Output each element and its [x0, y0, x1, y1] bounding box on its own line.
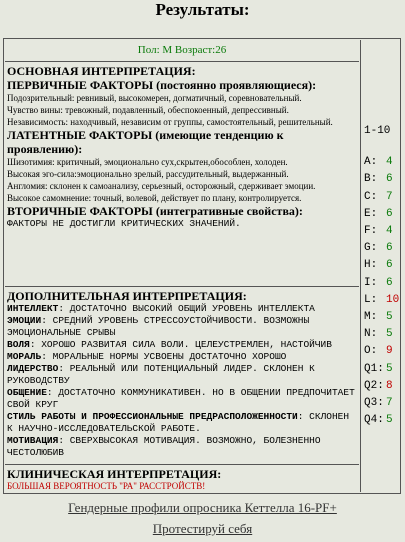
- additional-item-label: ИНТЕЛЛЕКТ: [7, 303, 59, 314]
- additional-heading: ДОПОЛНИТЕЛЬНАЯ ИНТЕРПРЕТАЦИЯ:: [7, 289, 247, 303]
- additional-item-text: : МОРАЛЬНЫЕ НОРМЫ УСВОЕНЫ ДОСТАТОЧНО ХОРОШО: [41, 351, 287, 362]
- additional-item-label: ЭМОЦИИ: [7, 315, 42, 326]
- factor-value: 5: [386, 311, 393, 324]
- additional-item-label: ВОЛЯ: [7, 339, 30, 350]
- factor-name: Q1:: [364, 362, 384, 375]
- factor-value: 5: [386, 362, 393, 375]
- factor-value: 4: [386, 225, 393, 238]
- footer-links: [0, 497, 405, 539]
- primary-factor-line: Подозрительный: ревнивый, высокомерен, догматичный, соревновательный.: [7, 93, 302, 103]
- factor-value: 4: [386, 156, 393, 169]
- factor-name: H:: [364, 259, 378, 272]
- factor-value: 7: [386, 397, 393, 410]
- respondent-meta: Пол: М Возраст:26: [5, 40, 359, 62]
- latent-factor-line: Англомия: склонен к самоанализу, серьезный, осторожный, сдерживает эмоции.: [7, 181, 316, 191]
- results-table: [3, 38, 401, 494]
- factor-score-row: [364, 292, 400, 309]
- factor-score-row: [364, 154, 400, 171]
- factor-score-row: [364, 412, 400, 429]
- additional-item-label: СТИЛЬ РАБОТЫ И ПРОФЕССИОНАЛЬНЫЕ ПРЕДРАСПОЛОЖЕННОСТИ: [7, 411, 298, 422]
- factor-score-row: [364, 343, 400, 360]
- basic-interpretation: [5, 62, 359, 287]
- factor-value: 8: [386, 379, 393, 392]
- factor-name: G:: [364, 242, 378, 255]
- factor-score-row: [364, 275, 400, 292]
- additional-item: [5, 351, 359, 363]
- additional-item-text: : СКЛОНЕН К НАУЧНО-ИССЛЕДОВАТЕЛЬСКОЙ РАБОТЕ.: [7, 411, 350, 434]
- factor-score-row: [364, 206, 400, 223]
- factor-value: 9: [386, 345, 393, 358]
- factor-value: 6: [386, 242, 393, 255]
- factor-name: Q3:: [364, 397, 384, 410]
- factor-value: 6: [386, 173, 393, 186]
- factor-name: Q4:: [364, 414, 384, 427]
- primary-factors-list: [5, 92, 359, 128]
- additional-item-label: ЛИДЕРСТВО: [7, 363, 59, 374]
- factor-name: I:: [364, 276, 378, 289]
- factor-score-row: [364, 189, 400, 206]
- primary-factor-line: Независимость: находчивый, независим от группы, самостоятельный, решительный.: [7, 117, 333, 127]
- factor-name: N:: [364, 328, 378, 341]
- page-title: Результаты:: [155, 0, 250, 19]
- additional-item: [5, 435, 359, 459]
- latent-factor-line: Шизотимия: критичный, эмоционально сух,скрытен,обособлен, холоден.: [7, 157, 288, 167]
- factor-score-row: [364, 223, 400, 240]
- factor-value: 6: [386, 207, 393, 220]
- factor-scale-column: [360, 40, 400, 492]
- additional-item-text: : РЕАЛЬНЫЙ ИЛИ ПОТЕНЦИАЛЬНЫЙ ЛИДЕР. СКЛОНЕН К РУКОВОДСТВУ: [7, 363, 315, 386]
- test-yourself-link[interactable]: Протестируй себя: [152, 521, 253, 536]
- primary-factors-heading: ПЕРВИЧНЫЕ ФАКТОРЫ (постоянно проявляющиеся):: [7, 78, 317, 92]
- basic-heading: ОСНОВНАЯ ИНТЕРПРЕТАЦИЯ:: [7, 64, 196, 78]
- additional-item: [5, 387, 359, 411]
- factor-name: E:: [364, 207, 378, 220]
- factor-score-row: [364, 395, 400, 412]
- latent-factors-list: [5, 156, 359, 204]
- additional-items-list: [5, 303, 359, 459]
- secondary-factors-heading: ВТОРИЧНЫЕ ФАКТОРЫ (интегративные свойства):: [7, 204, 303, 218]
- factor-name: A:: [364, 156, 378, 169]
- clinical-heading: КЛИНИЧЕСКАЯ ИНТЕРПРЕТАЦИЯ:: [7, 467, 222, 481]
- additional-item-text: : ДОСТАТОЧНО ВЫСОКИЙ ОБЩИЙ УРОВЕНЬ ИНТЕЛЛЕКТА: [58, 303, 315, 314]
- additional-item: [5, 303, 359, 315]
- additional-item-label: МОТИВАЦИЯ: [7, 435, 59, 446]
- factor-score-row: [364, 378, 400, 395]
- latent-factor-line: Высокое самомнение: точный, волевой, действует по плану, контролируется.: [7, 193, 302, 203]
- factor-value: 5: [386, 414, 393, 427]
- scale-range: 1-10: [364, 125, 391, 137]
- additional-item: [5, 315, 359, 339]
- factor-score-row: [364, 257, 400, 274]
- factor-score-row: [364, 326, 400, 343]
- factor-score-row: [364, 240, 400, 257]
- factor-score-row: [364, 309, 400, 326]
- gender-profiles-link[interactable]: Гендерные профили опросника Кеттелла 16-PF+: [68, 500, 337, 515]
- additional-item-text: : ДОСТАТОЧНО КОММУНИКАТИВЕН. НО В ОБЩЕНИИ ПРЕДПОЧИТАЕТ СВОЙ КРУГ: [7, 387, 355, 410]
- factor-name: M:: [364, 311, 378, 324]
- additional-item: [5, 339, 359, 351]
- factor-value: 7: [386, 190, 393, 203]
- factor-value: 10: [386, 293, 400, 306]
- interpretation-column: [5, 40, 359, 492]
- factor-name: Q2:: [364, 379, 384, 392]
- factor-value: 6: [386, 276, 393, 289]
- factor-value: 5: [386, 328, 393, 341]
- additional-item-text: : СРЕДНИЙ УРОВЕНЬ СТРЕССОУСТОЙЧИВОСТИ. ВОЗМОЖНЫ ЭМОЦИОНАЛЬНЫЕ СРЫВЫ: [7, 315, 310, 338]
- additional-interpretation: [5, 287, 359, 465]
- additional-item-text: : ХОРОШО РАЗВИТАЯ СИЛА ВОЛИ. ЦЕЛЕУСТРЕМЛЕН, НАСТОЙЧИВ: [29, 339, 332, 350]
- factor-score-row: [364, 361, 400, 378]
- factor-name: F:: [364, 225, 378, 238]
- primary-factor-line: Чувство вины: тревожный, подавленный, обеспокоенный, депрессивный.: [7, 105, 289, 115]
- latent-factor-line: Высокая эго-сила:эмоционально зрелый, рассудительный, выдержанный.: [7, 169, 289, 179]
- factor-name: B:: [364, 173, 378, 186]
- factor-name: O:: [364, 345, 378, 358]
- additional-item: [5, 363, 359, 387]
- factor-scale: [361, 123, 400, 429]
- factor-scores-list: [364, 154, 400, 429]
- factor-score-row: [364, 171, 400, 188]
- factor-name: L:: [364, 293, 378, 306]
- additional-item: [5, 411, 359, 435]
- factor-value: 6: [386, 259, 393, 272]
- clinical-interpretation: [5, 465, 359, 492]
- secondary-factors-text: ФАКТОРЫ НЕ ДОСТИГЛИ КРИТИЧЕСКИХ ЗНАЧЕНИЙ.: [7, 218, 241, 229]
- factor-name: C:: [364, 190, 378, 203]
- additional-item-text: : СВЕРХВЫСОКАЯ МОТИВАЦИЯ. ВОЗМОЖНО, БОЛЕЗНЕННО ЧЕСТОЛЮБИВ: [7, 435, 321, 458]
- additional-item-label: МОРАЛЬ: [7, 351, 42, 362]
- latent-factors-heading: ЛАТЕНТНЫЕ ФАКТОРЫ (имеющие тенденцию к проявлению):: [7, 128, 284, 156]
- additional-item-label: ОБЩЕНИЕ: [7, 387, 47, 398]
- clinical-warning: БОЛЬШАЯ ВЕРОЯТНОСТЬ "РА" РАССТРОЙСТВ!: [7, 481, 206, 491]
